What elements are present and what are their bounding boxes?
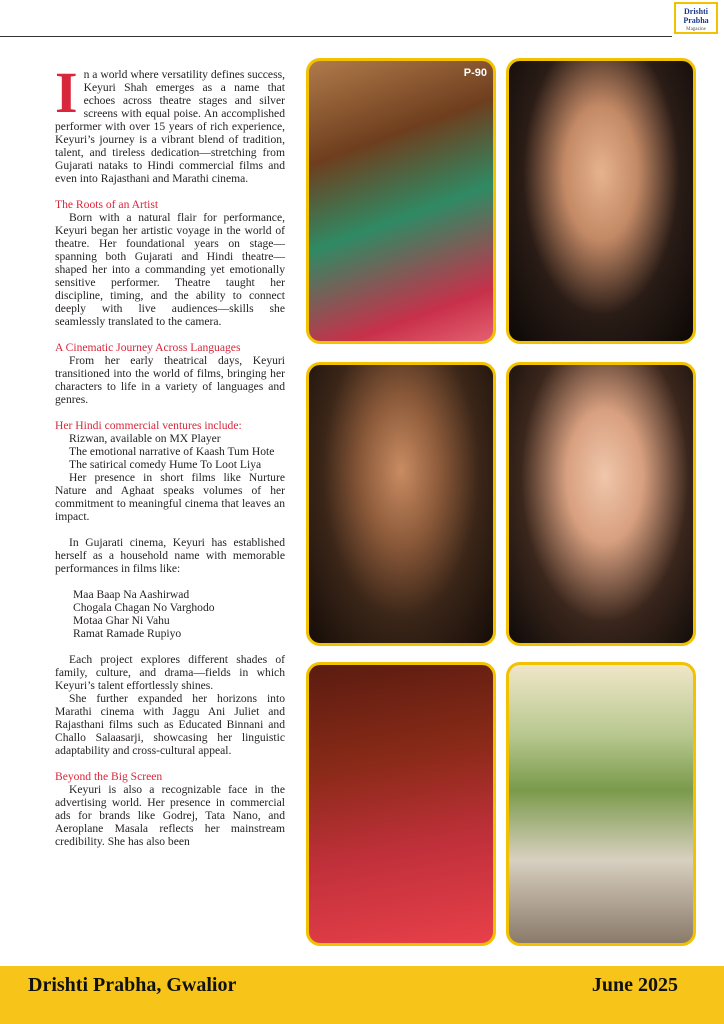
short-films-paragraph: Her presence in short films like Nurture Nature and Aghaat speaks volumes of her commitment to meaningful cinema that leaves an impact.	[55, 471, 285, 523]
photo-portrait-smile	[506, 362, 696, 646]
photo-garden	[506, 662, 696, 946]
shades-paragraph: Each project explores different shades of family, culture, and drama—fields in which Keyuri’s talent effortlessly shines.	[55, 653, 285, 692]
section-heading-cinematic: A Cinematic Journey Across Languages	[55, 341, 241, 354]
hindi-item: Rizwan, available on MX Player	[69, 432, 221, 445]
section-heading-hindi: Her Hindi commercial ventures include:	[55, 419, 242, 432]
section-heading-roots: The Roots of an Artist	[55, 198, 159, 211]
hindi-item: The satirical comedy Hume To Loot Liya	[69, 458, 262, 471]
section-body-roots: Born with a natural flair for performance, Keyuri began her artistic voyage in the world of theatre. Her foundational years on stage—spanning both Gujarati and Hindi theatre—shaped her into a commanding yet emotionally sensitive performer. Theatre taught her discipline, timing, and the ability to connect deeply with live audiences—skills she seamlessly translated to the camera.	[55, 211, 285, 328]
marathi-paragraph: She further expanded her horizons into Marathi cinema with Jaggu Ani Juliet and Rajasthani films such as Educated Binnani and Challo Salaasarji, showcasing her linguistic adaptability and cross-cultural appeal.	[55, 692, 285, 757]
page-number: P-90	[463, 67, 487, 79]
photo-red-dress	[306, 662, 496, 946]
photo-portrait-earrings	[306, 362, 496, 646]
header-rule	[0, 36, 672, 37]
page-header	[0, 0, 724, 38]
gujarati-film-item: Maa Baap Na Aashirwad	[73, 588, 190, 601]
logo-line-1: Drishti	[684, 7, 708, 16]
drop-cap: I	[55, 60, 78, 125]
gujarati-film-item: Chogala Chagan No Varghodo	[73, 601, 215, 614]
photo-portrait-hands	[506, 58, 696, 344]
photo-traditional-attire	[306, 58, 496, 344]
magazine-logo	[674, 2, 718, 34]
section-body-beyond: Keyuri is also a recognizable face in the advertising world. Her presence in commercial ads for brands like Godrej, Tata Nano, and Aeroplane Masala reflects her mainstream credibility. She has also been	[55, 783, 285, 848]
logo-line-2: Prabha	[683, 16, 709, 25]
gujarati-intro-paragraph: In Gujarati cinema, Keyuri has established herself as a household name with memorable performances in films like:	[55, 536, 285, 575]
hindi-item: The emotional narrative of Kaash Tum Hote	[69, 445, 275, 458]
logo-line-3: Magazine	[686, 27, 706, 32]
page-footer	[0, 966, 724, 1024]
section-body-cinematic: From her early theatrical days, Keyuri transitioned into the world of films, bringing her characters to life in a variety of languages and genres.	[55, 354, 285, 406]
gujarati-film-item: Motaa Ghar Ni Vahu	[73, 614, 170, 627]
intro-paragraph	[55, 60, 285, 185]
footer-date: June 2025	[591, 974, 678, 996]
intro-text: n a world where versatility defines success, Keyuri Shah emerges as a name that echoes across theatre stages and silver screens with equal poise. An accomplished performer with over 15 years of rich experience, Keyuri’s journey is a vibrant blend of tradition, talent, and tireless dedication—stretching from Gujarati nataks to Hindi commercial films and even into Rajasthani and Marathi cinema.	[55, 68, 285, 185]
footer-publication: Drishti Prabha, Gwalior	[28, 974, 237, 996]
section-heading-beyond: Beyond the Big Screen	[55, 770, 163, 783]
article-text-column	[55, 60, 285, 848]
gujarati-film-item: Ramat Ramade Rupiyo	[73, 627, 182, 640]
